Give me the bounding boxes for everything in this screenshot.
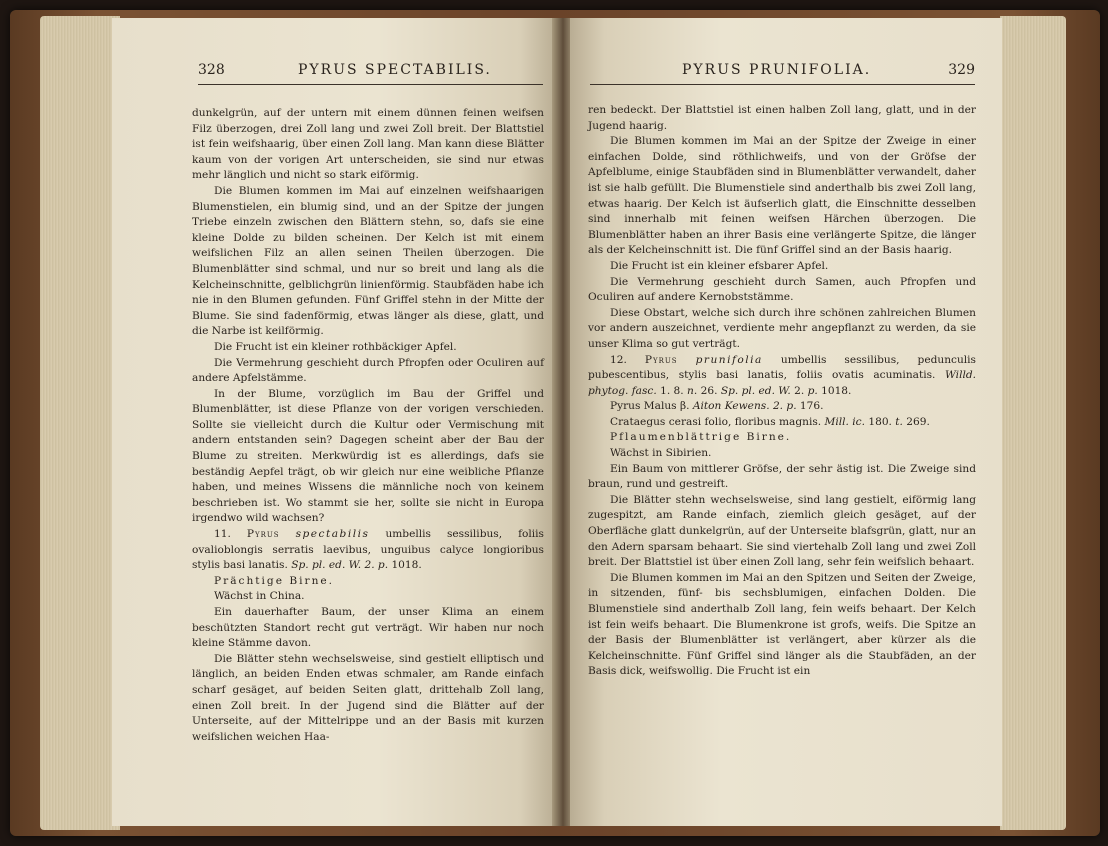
right-page <box>570 18 1002 826</box>
paragraph <box>588 103 976 134</box>
text-run: dunkelgrün, auf der untern mit einem dünnen feinen weifsen Filz überzogen, drei Zoll lang und zwei Zoll breit. Der Blattstiel ist fein weifshaarig, über einen Zoll lang. Man kann diese Blätter kaum von der vorigen Art unterscheiden, sie sind nur etwas mehr länglich und nicht so stark eiförmig. <box>192 107 544 182</box>
text-run: 11. <box>214 528 247 541</box>
text-run: Ein Baum von mittlerer Gröfse, der sehr ästig ist. Die Zweige sind braun, rund und gestreift. <box>588 462 976 491</box>
text-run: 2. <box>790 384 808 397</box>
text-run: 1018. <box>388 559 422 572</box>
paragraph <box>192 527 544 574</box>
text-run: Ein dauerhafter Baum, der unser Klima an einem beschützten Standort recht gut verträgt. Wir haben nur noch kleine Stämme davon. <box>192 606 544 650</box>
right-page-number: 329 <box>948 62 975 78</box>
right-running-head: PYRUS PRUNIFOLIA. <box>682 62 872 78</box>
text-run <box>280 528 296 540</box>
text-run: 269. <box>902 415 930 428</box>
paragraph <box>588 399 976 415</box>
text-run: Wächst in China. <box>214 590 305 603</box>
text-run: Die Vermehrung geschieht durch Samen, auch Pfropfen und Oculiren auf andere Kernobststämme. <box>588 275 976 304</box>
text-run: In der Blume, vorzüglich im Bau der Griffel und Blumenblätter, ist diese Pflanze von der vorigen verschieden. Sollte sie vielleicht durch die Kultur oder Vermischung mit andern entstanden sein? Dagegen scheint aber der Bau der Blume zu streiten. Merkwürdig ist es allerdings, dafs sie beständig Aepfel trägt, ob wir gleich nur eine weibliche Pflanze haben, und meines Wissens die männliche noch von keinem beschrieben ist. Wo stammt sie her, sollte sie nicht in Europa irgendwo wild wachsen? <box>192 387 544 525</box>
text-run: 26. <box>697 384 721 397</box>
text-run: Crataegus cerasi folio, floribus magnis. <box>610 415 825 428</box>
text-run: Prächtige Birne. <box>214 574 335 587</box>
paragraph <box>588 259 976 275</box>
text-run: Diese Obstart, welche sich durch ihre schönen zahlreichen Blumen vor andern auszeichnet, verdiente mehr angepflanzt zu werden, da sie unser Klima so gut verträgt. <box>588 306 976 350</box>
paragraph <box>192 605 544 652</box>
paragraph <box>588 415 976 431</box>
paragraph <box>192 387 544 527</box>
text-run: Pyrus <box>644 353 678 366</box>
text-run: Die Blumen kommen im Mai an den Spitzen und Seiten der Zweige, in sitzenden, fünf- bis sechsblumigen, einfachen Dolden. Die Blumenstiele sind anderthalb Zoll lang, fein weifs behaart. Der Kelch ist fein weifs behaart. Die Blumenkrone ist grofs, weifs. Die Spitze an der Basis der Blumenblätter ist verlängert, aber kürzer als die Kelcheinschnitte. Fünf Griffel sind länger als die Staubfäden, an der Basis dick, weifswollig. Die Frucht ist ein <box>588 571 976 678</box>
text-run: Pflaumenblättrige Birne. <box>610 431 792 444</box>
page-edges-left <box>40 16 120 830</box>
right-page-body <box>588 103 976 680</box>
text-run: Wächst in Sibirien. <box>610 447 712 460</box>
paragraph <box>192 340 544 356</box>
text-run: 12. <box>610 353 645 366</box>
paragraph <box>192 184 544 340</box>
text-run: Pyrus <box>246 528 280 541</box>
text-run: t. <box>895 415 903 428</box>
left-page-body <box>192 106 544 745</box>
text-run: umbellis sessilibus, pedunculis pubescentibus, stylis basi lanatis, foliis ovatis acuminatis. <box>588 353 976 382</box>
text-run: Die Frucht ist ein kleiner rothbäckiger Apfel. <box>214 340 457 353</box>
text-run: spectabilis <box>295 528 370 541</box>
right-page-header <box>590 62 975 85</box>
text-run: umbellis sessilibus, foliis ovalioblongis serratis laevibus, unguibus calyce longioribus stylis basi lanatis. <box>192 528 544 572</box>
text-run: 176. <box>796 400 824 413</box>
text-run: 1. 8. <box>656 384 688 397</box>
left-running-head: PYRUS SPECTABILIS. <box>298 62 492 78</box>
paragraph <box>192 106 544 184</box>
text-run: Willd. phytog. fasc. <box>588 369 976 397</box>
text-run: Mill. ic. <box>824 415 865 428</box>
text-run: Sp. pl. ed. W. 2. p. <box>291 559 389 572</box>
text-run: n. <box>687 384 698 397</box>
text-run: Aiton Kewens. 2. p. <box>692 400 797 413</box>
left-page-header <box>198 62 543 85</box>
paragraph <box>192 652 544 746</box>
paragraph <box>588 134 976 259</box>
page-edges-right <box>1000 16 1066 830</box>
text-run <box>678 354 696 366</box>
text-run: p. <box>807 384 818 397</box>
paragraph <box>192 356 544 387</box>
text-run: Die Blätter stehn wechselsweise, sind gestielt elliptisch und länglich, an beiden Enden etwas schmaler, am Rande einfach scharf gesäget, auf beiden Seiten glatt, drittehalb Zoll lang, einen Zoll breit. In der Jugend sind die Blätter auf der Unterseite, auf der Mittelrippe und an der Basis mit kurzen weifslichen weichen Haa- <box>192 652 544 743</box>
paragraph <box>588 275 976 306</box>
text-run: prunifolia <box>695 353 763 366</box>
text-run: Die Vermehrung geschieht durch Pfropfen oder Oculiren auf andere Apfelstämme. <box>192 356 544 385</box>
paragraph <box>192 574 544 590</box>
text-run: ren bedeckt. Der Blattstiel ist einen halben Zoll lang, glatt, und in der Jugend haarig. <box>588 104 976 132</box>
paragraph <box>588 446 976 462</box>
text-run: Die Blumen kommen im Mai an der Spitze der Zweige in einer einfachen Dolde, sind röthlichweifs, und von der Gröfse der Apfelblume, einige Staubfäden sind in Blumenblätter verwandelt, daher ist sie halb gefüllt. Die Blumenstiele sind anderthalb bis zwei Zoll lang, etwas haarig. Der Kelch ist äufserlich glatt, die Einschnitte desselben sind innerhalb mit feinen weifsen Härchen überzogen. Die Blumenblätter haben an ihrer Basis eine verlängerte Spitze, die länger als der Kelcheinschnitt ist. Die fünf Griffel sind an der Basis haarig. <box>588 135 976 257</box>
left-page-number: 328 <box>198 62 225 78</box>
text-run: 1018. <box>817 384 852 397</box>
text-run: 180. <box>864 415 896 428</box>
text-run: Die Blätter stehn wechselsweise, sind lang gestielt, eiförmig lang zugespitzt, am Rande einfach, ziemlich gleich gesäget, auf der Oberfläche glatt dunkelgrün, auf der Unterseite blafsgrün, glatt, nur an den Adern sparsam behaart. Sie sind viertehalb Zoll lang und zwei Zoll breit. Der Blattstiel ist über einen Zoll lang, sehr fein weifslich behaart. <box>588 493 976 569</box>
paragraph <box>588 430 976 446</box>
text-run: Die Frucht ist ein kleiner efsbarer Apfel. <box>610 259 829 272</box>
text-run: Sp. pl. ed. W. <box>720 384 791 397</box>
paragraph <box>588 306 976 353</box>
paragraph <box>588 571 976 680</box>
paragraph <box>588 462 976 493</box>
left-page <box>112 18 556 826</box>
paragraph <box>588 353 976 400</box>
paragraph <box>192 589 544 605</box>
text-run: Die Blumen kommen im Mai auf einzelnen weifshaarigen Blumenstielen, ein blumig sind, und an der Spitze der jungen Triebe einzeln zwischen den Blättern stehn, so, dafs sie eine kleine Dolde zu bilden scheinen. Der Kelch ist mit einem weifslichen Filz an allen seinen Theilen überzogen. Die Blumenblätter sind schmal, und nur so breit und lang als die Kelcheinschnitte, gelblichgrün linienförmig. Staubfäden habe ich nie in den Blumen gefunden. Fünf Griffel stehn in der Mitte der Blume. Sie sind fadenförmig, etwas länger als diese, glatt, und die Narbe ist keilförmig. <box>192 184 544 338</box>
paragraph <box>588 493 976 571</box>
text-run: Pyrus Malus β. <box>610 400 693 413</box>
